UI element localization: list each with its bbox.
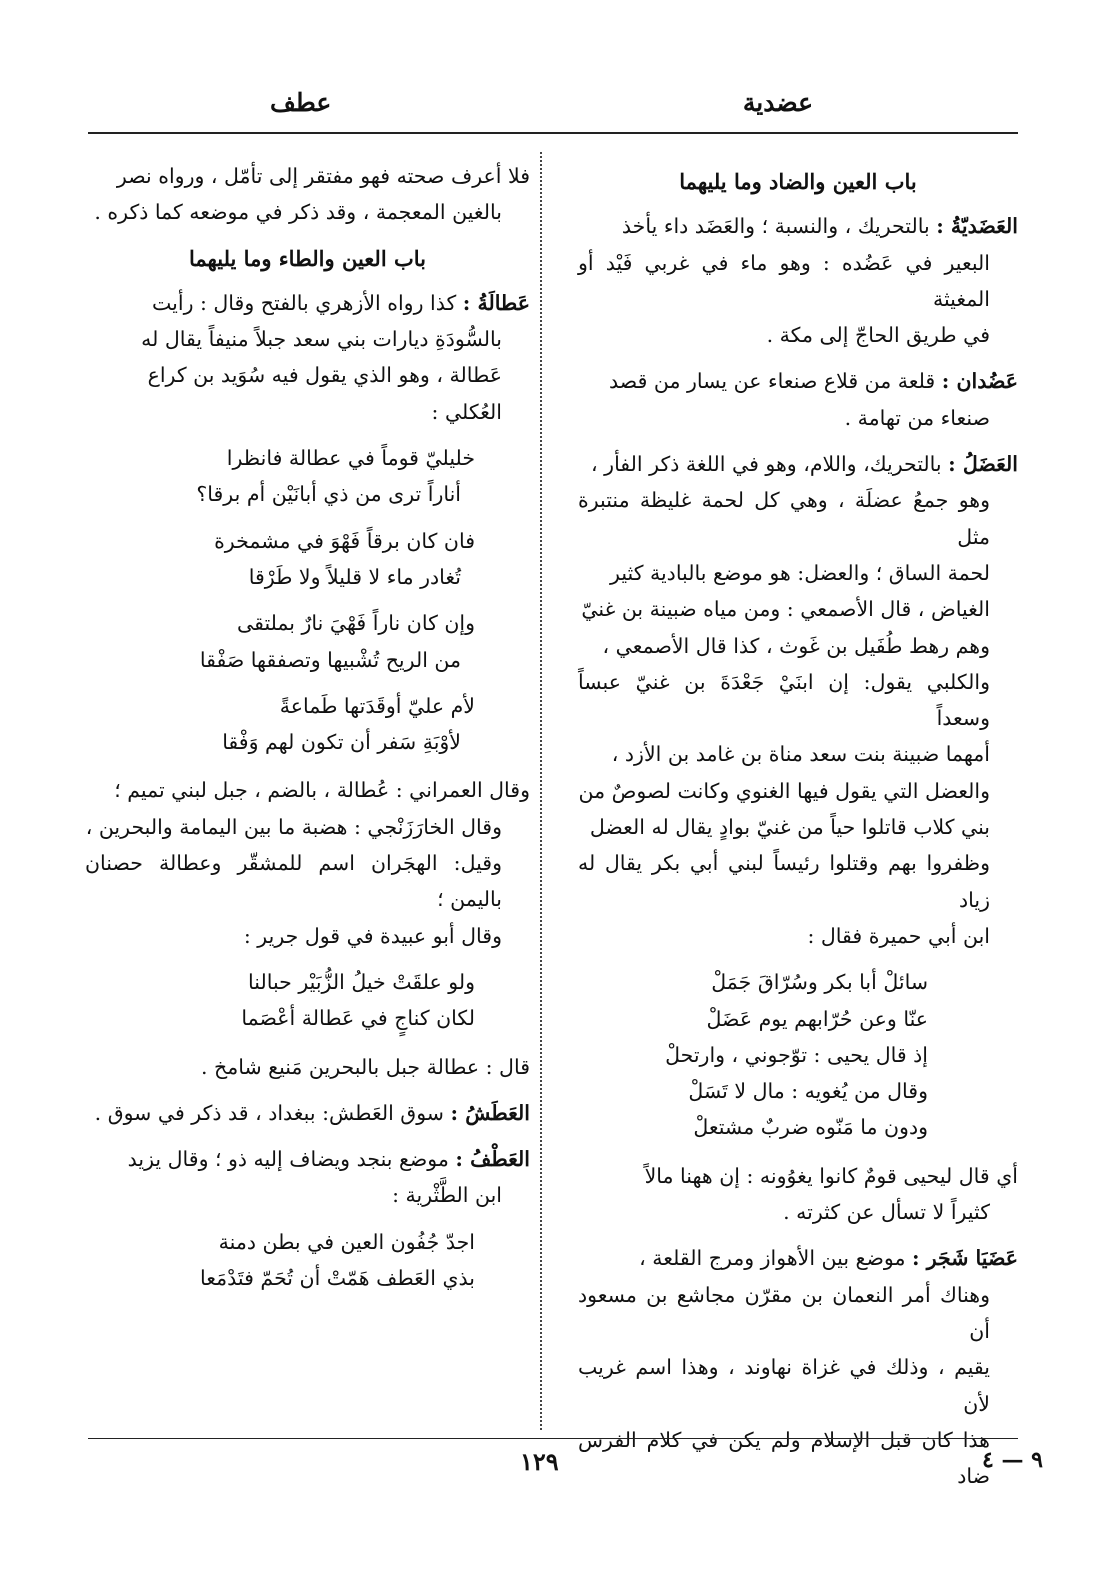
entry-text: موضع بنجد ويضاف إليه ذو ؛ وقال يزيد <box>127 1147 449 1172</box>
poem-line: فان كان برقاً فَهْوَ في مشمخرة <box>214 528 475 553</box>
poem-line: لأوْبَةِ سَفر أن تكون لهم وَفْقا <box>222 730 461 755</box>
entry-text: وقال الخارَزَنْجي : هضبة ما بين اليمامة والبحرين ، <box>85 814 502 839</box>
entry-text: بالتحريك ، والنسبة ؛ والعَضَد داء يأخذ <box>621 214 930 239</box>
poem-line: سائلْ أبا بكر وسُرّاقَ جَمَلْ <box>711 970 928 995</box>
entry-text: عَطالة ، وهو الذي يقول فيه سُوَيد بن كراع <box>147 363 502 388</box>
couplet <box>85 523 475 596</box>
entry-text: والعضل التي يقول فيها الغنوي وكانت لصوصٌ من <box>578 778 990 803</box>
headword: العَضَلُ : <box>948 452 1018 477</box>
entry-text: في طريق الحاجّ إلى مكة . <box>766 323 990 348</box>
poem-line: لأم عليّ أوقَدَتها طَماعةً <box>279 693 475 718</box>
right-column <box>578 158 1018 1504</box>
entry-text: كثيراً لا تسأل عن كثرته . <box>783 1200 990 1225</box>
dictionary-entry <box>578 208 1018 353</box>
running-header-right: عضدية <box>742 88 813 117</box>
dictionary-entry <box>85 1095 530 1131</box>
commentary <box>578 1158 1018 1231</box>
commentary <box>85 772 530 953</box>
poem <box>578 964 1018 1145</box>
entry-text: أمهما ضبينة بنت سعد مناة بن غامد بن الأزد ، <box>611 742 990 767</box>
entry-text: سوق العَطش: ببغداد ، قد ذكر في سوق . <box>94 1100 444 1125</box>
poem-line: عنّا وعن حُرّابهم يوم عَضَلْ <box>706 1006 928 1031</box>
dictionary-entry <box>85 285 530 430</box>
header-rule <box>88 132 1018 134</box>
headword: عَضُدان : <box>941 369 1018 394</box>
entry-text: وقيل: الهجَران اسم للمشقّر وعطالة حصنان باليمن ؛ <box>85 851 502 912</box>
entry-text: هذا كان قبل الإسلام ولم يكن في كلام الفرس ضاد <box>578 1427 990 1489</box>
entry-text: يقيم ، وذلك في غزاة نهاوند ، وهذا اسم غريب لأن <box>578 1355 990 1416</box>
couplet <box>85 605 475 678</box>
entry-text: لحمة الساق ؛ والعضل: هو موضع بالبادية كثير <box>610 560 990 585</box>
entry-text: والكلبي يقول: إن ابنَيْ جَعْدَةَ بن غنيّ عبساً وسعداً <box>578 669 990 731</box>
poem-line: بذي العَطف هَمّتْ أن تُحَمّ فتَدْمَعا <box>200 1266 475 1291</box>
couplet <box>85 440 475 513</box>
poem-line: إذ قال يحيى : توّجوني ، وارتحلْ <box>665 1042 928 1067</box>
poem-line: تُغادر ماء لا قليلاً ولا طَرْقا <box>248 564 461 589</box>
entry-text: وهم رهط طُفَيل بن غَوث ، كذا قال الأصمعي ، <box>602 633 990 658</box>
poem-line: أناراً ترى من ذي أبانَيْن أم برقا؟ <box>196 482 461 507</box>
dictionary-entry <box>85 1141 530 1214</box>
column-divider <box>540 152 542 1430</box>
entry-text: ابن الطَّثْرية : <box>392 1183 502 1208</box>
entry-text: بالسُّودَةِ ديارات بني سعد جبلاً منيفاً يقال له <box>141 327 502 352</box>
entry-text: العُكلي : <box>431 399 502 424</box>
entry-text: وهو جمعُ عضلَة ، وهي كل لحمة غليظة منتبرة مثل <box>578 488 990 549</box>
entry-text: أي قال ليحيى قومٌ كانوا يغوُونه : إن ههنا مالاً <box>644 1163 1018 1188</box>
poem <box>85 440 530 760</box>
left-column <box>85 158 530 1308</box>
entry-text: صنعاء من تهامة . <box>844 405 990 430</box>
headword: العَضَديّةُ : <box>936 214 1018 239</box>
entry-text: الغياض ، قال الأصمعي : ومن مياه ضبينة بن غنيّ <box>581 597 990 622</box>
dictionary-entry <box>578 363 1018 436</box>
poem-line: ولو علقَتْ خيلُ الزُّبَيْر حبالنا <box>248 969 475 994</box>
page-number: ١٢٩ <box>520 1447 559 1476</box>
poem-line: لكان كناجٍ في عَطالة أعْصَما <box>241 1006 475 1031</box>
continuation-text <box>85 158 530 231</box>
entry-text: ابن أبي حميرة فقال : <box>807 923 990 948</box>
entry-text: البعير في عَضُده : وهو ماء في غربي فَيْد أو المغيثة <box>578 250 990 311</box>
poem <box>85 964 530 1037</box>
poem-line: خليليّ قوماً في عطالة فانظرا <box>226 446 475 471</box>
entry-text: وقال أبو عبيدة في قول جرير : <box>243 923 502 948</box>
entry-text: كذا رواه الأزهري بالفتح وقال : رأيت <box>152 290 457 315</box>
dictionary-entry <box>578 446 1018 954</box>
headword: عَطالَةُ : <box>462 290 530 315</box>
poem-line: وإن كان ناراً فَهْيَ نارٌ بملتقى <box>236 611 475 636</box>
commentary: قال : عطالة جبل بالبحرين مَنيع شامخ . <box>200 1054 530 1079</box>
poem-line: اجدّ جُفُون العين في بطن دمنة <box>218 1229 475 1254</box>
headword: العَطْفُ : <box>455 1147 530 1172</box>
entry-text: بالغين المعجمة ، وقد ذكر في موضعه كما ذكره . <box>94 200 502 225</box>
entry-text: فلا أعرف صحته فهو مفتقر إلى تأمّل ، ورواه نصر <box>116 164 530 188</box>
entry-text: وقال العمراني : عُطالة ، بالضم ، جبل لبني تميم ؛ <box>114 778 530 803</box>
poem <box>85 1224 530 1297</box>
headword: عَضَيَا شَجَر : <box>911 1246 1018 1271</box>
entry-text: بني كلاب قاتلوا حياً من غنيّ بوادٍ يقال له العضل <box>589 815 990 840</box>
headword: العَطَشُ : <box>450 1100 530 1125</box>
entry-text: وهناك أمر النعمان بن مقرّن مجاشع بن مسعود أن <box>578 1282 990 1343</box>
dictionary-entry <box>578 1240 1018 1494</box>
couplet <box>85 688 475 761</box>
footer-rule <box>88 1438 1018 1439</box>
poem-line: ودون ما مَنّوه ضربٌ مشتعلْ <box>693 1115 928 1140</box>
entry-text: بالتحريك، واللام، وهو في اللغة ذكر الفأر ، <box>591 452 942 477</box>
section-title: باب العين والضاد وما يليهما <box>679 169 917 194</box>
section-title: باب العين والطاء وما يليهما <box>189 245 426 271</box>
entry-text: وظفروا بهم وقتلوا رئيساً لبني أبي بكر يقال له زياد <box>578 851 990 912</box>
poem-line: وقال من يُغويه : مال لا تَسَلْ <box>688 1079 928 1104</box>
entry-text: قلعة من قلاع صنعاء عن يسار من قصد <box>609 369 936 394</box>
entry-text: موضع بين الأهواز ومرج القلعة ، <box>639 1246 906 1271</box>
signature-mark: ٩ — ٤ <box>982 1447 1043 1473</box>
running-header-left: عطف <box>270 88 332 117</box>
poem-line: من الريح تُشْبيها وتصفقها صَفْقا <box>199 647 461 672</box>
